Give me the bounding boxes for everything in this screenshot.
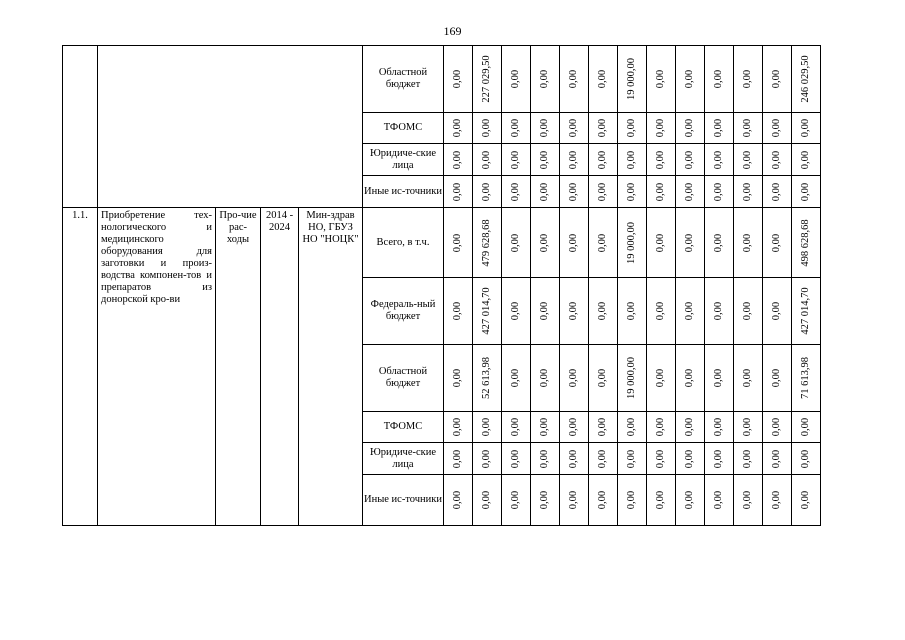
value-text: 0,00: [481, 182, 492, 201]
value-cell: [444, 208, 473, 278]
value-text: 0,00: [568, 233, 579, 252]
value-text: 0,00: [742, 368, 753, 388]
value-cell: [676, 345, 705, 412]
value-cell: [502, 412, 531, 443]
value-text: 0,00: [742, 417, 753, 437]
value-cell: [763, 412, 792, 443]
period-cell: 2014 - 2024: [261, 208, 299, 526]
value-text: 0,00: [626, 449, 637, 468]
value-cell: [618, 412, 647, 443]
value-text: 0,00: [713, 490, 724, 510]
source-cell: Областной бюджет: [363, 345, 444, 412]
value-text: 0,00: [684, 233, 695, 252]
value-cell: [502, 475, 531, 526]
value-cell: [705, 475, 734, 526]
value-text: 0,00: [655, 150, 666, 169]
value-text: 0,00: [481, 417, 492, 437]
value-text: 0,00: [742, 490, 753, 510]
value-text: 0,00: [655, 69, 666, 89]
value-cell: [531, 412, 560, 443]
value-cell: [560, 46, 589, 113]
value-text: 19 000,00: [626, 357, 637, 399]
value-cell: [763, 46, 792, 113]
value-text: 0,00: [539, 233, 550, 252]
value-cell: [647, 345, 676, 412]
value-cell: [473, 278, 502, 345]
value-cell: [734, 113, 763, 144]
source-cell: Федераль-ный бюджет: [363, 278, 444, 345]
table-row: [63, 46, 821, 113]
value-text: 498 628,68: [800, 218, 811, 267]
value-text: 0,00: [452, 490, 463, 510]
value-cell: [444, 278, 473, 345]
value-text: 19 000,00: [626, 221, 637, 264]
value-cell: [560, 176, 589, 208]
value-cell: [763, 475, 792, 526]
value-cell: [676, 475, 705, 526]
value-text: 0,00: [742, 233, 753, 252]
value-cell: [444, 475, 473, 526]
value-cell: [734, 208, 763, 278]
value-cell: [589, 278, 618, 345]
value-text: 0,00: [597, 449, 608, 468]
value-cell: [792, 46, 821, 113]
value-cell: [502, 113, 531, 144]
page-number: 169: [443, 24, 462, 38]
value-text: 0,00: [684, 490, 695, 510]
value-text: 0,00: [713, 150, 724, 169]
value-text: 0,00: [539, 69, 550, 89]
value-cell: [502, 176, 531, 208]
value-cell: [473, 443, 502, 475]
value-cell: [647, 176, 676, 208]
value-text: 0,00: [539, 118, 550, 138]
executor-cell: Мин-здрав НО, ГБУЗ НО "НОЦК": [299, 208, 363, 526]
value-cell: [618, 208, 647, 278]
value-text: 0,00: [510, 69, 521, 89]
value-text: 0,00: [452, 69, 463, 89]
value-text: 0,00: [713, 368, 724, 388]
value-cell: [705, 278, 734, 345]
value-text: 0,00: [568, 69, 579, 89]
value-cell: [618, 475, 647, 526]
num-cell-empty: [63, 46, 98, 208]
value-text: 0,00: [568, 301, 579, 321]
value-cell: [647, 144, 676, 176]
value-text: 0,00: [655, 368, 666, 388]
value-cell: [763, 176, 792, 208]
value-cell: [473, 412, 502, 443]
value-cell: [473, 176, 502, 208]
value-text: 0,00: [510, 233, 521, 252]
value-text: 0,00: [742, 150, 753, 169]
value-cell: [705, 176, 734, 208]
value-text: 0,00: [742, 118, 753, 138]
value-text: 0,00: [742, 301, 753, 321]
value-cell: [444, 46, 473, 113]
value-cell: [734, 412, 763, 443]
value-cell: [705, 46, 734, 113]
value-cell: [763, 208, 792, 278]
value-text: 0,00: [452, 118, 463, 138]
value-text: 0,00: [568, 490, 579, 510]
value-text: 0,00: [655, 449, 666, 468]
value-cell: [560, 278, 589, 345]
value-text: 0,00: [626, 150, 637, 169]
value-text: 0,00: [597, 150, 608, 169]
value-text: 0,00: [713, 301, 724, 321]
value-text: 0,00: [771, 233, 782, 252]
value-text: 0,00: [684, 118, 695, 138]
value-cell: [560, 475, 589, 526]
value-cell: [531, 278, 560, 345]
value-cell: [734, 475, 763, 526]
value-cell: [676, 412, 705, 443]
value-text: 0,00: [800, 118, 811, 138]
value-text: 0,00: [510, 449, 521, 468]
value-text: 0,00: [597, 118, 608, 138]
value-text: 479 628,68: [481, 218, 492, 267]
value-text: 0,00: [684, 301, 695, 321]
value-text: 0,00: [568, 150, 579, 169]
value-text: 0,00: [771, 150, 782, 169]
source-cell: ТФОМС: [363, 113, 444, 144]
value-text: 0,00: [655, 182, 666, 201]
value-cell: [531, 443, 560, 475]
value-cell: [444, 345, 473, 412]
value-cell: [473, 345, 502, 412]
value-cell: [502, 278, 531, 345]
value-text: 0,00: [481, 118, 492, 138]
value-cell: [502, 144, 531, 176]
value-text: 0,00: [510, 182, 521, 201]
value-text: 0,00: [771, 69, 782, 89]
value-text: 0,00: [568, 368, 579, 388]
value-text: 0,00: [626, 301, 637, 321]
value-text: 0,00: [800, 182, 811, 201]
value-text: 0,00: [568, 417, 579, 437]
value-cell: [560, 113, 589, 144]
value-text: 0,00: [539, 182, 550, 201]
value-cell: [705, 144, 734, 176]
value-cell: [734, 345, 763, 412]
source-cell: Юридиче-ские лица: [363, 443, 444, 475]
value-text: 0,00: [655, 490, 666, 510]
value-text: 0,00: [742, 449, 753, 468]
value-cell: [473, 144, 502, 176]
value-cell: [618, 278, 647, 345]
value-cell: [618, 144, 647, 176]
value-cell: [676, 113, 705, 144]
value-text: 0,00: [771, 301, 782, 321]
value-cell: [676, 46, 705, 113]
value-cell: [444, 113, 473, 144]
value-text: 0,00: [510, 301, 521, 321]
value-cell: [502, 345, 531, 412]
source-cell: Всего, в т.ч.: [363, 208, 444, 278]
value-text: 0,00: [597, 301, 608, 321]
item-number-cell: 1.1.: [63, 208, 98, 526]
value-text: 0,00: [597, 417, 608, 437]
value-text: 52 613,98: [481, 357, 492, 399]
value-text: 0,00: [684, 150, 695, 169]
value-cell: [618, 113, 647, 144]
value-cell: [502, 208, 531, 278]
value-text: 0,00: [452, 449, 463, 468]
value-cell: [763, 443, 792, 475]
value-cell: [589, 412, 618, 443]
value-text: 0,00: [597, 69, 608, 89]
value-cell: [647, 46, 676, 113]
value-text: 246 029,50: [800, 55, 811, 103]
value-cell: [647, 412, 676, 443]
value-text: 0,00: [800, 417, 811, 437]
value-cell: [473, 46, 502, 113]
value-text: 0,00: [481, 490, 492, 510]
value-cell: [618, 46, 647, 113]
value-cell: [560, 412, 589, 443]
value-cell: [589, 176, 618, 208]
expense-type-cell: Про-чие рас-ходы: [216, 208, 261, 526]
value-cell: [763, 113, 792, 144]
value-cell: [589, 113, 618, 144]
value-text: 0,00: [655, 301, 666, 321]
source-cell: Иные ис-точники: [363, 176, 444, 208]
value-cell: [647, 208, 676, 278]
value-text: 0,00: [539, 490, 550, 510]
value-text: 0,00: [713, 182, 724, 201]
value-cell: [473, 475, 502, 526]
value-text: 0,00: [597, 182, 608, 201]
value-cell: [589, 443, 618, 475]
source-cell: Областной бюджет: [363, 46, 444, 113]
value-cell: [734, 144, 763, 176]
value-cell: [676, 144, 705, 176]
value-text: 0,00: [481, 449, 492, 468]
value-text: 0,00: [539, 449, 550, 468]
value-cell: [473, 208, 502, 278]
value-text: 0,00: [539, 417, 550, 437]
value-text: 0,00: [742, 182, 753, 201]
value-text: 427 014,70: [481, 287, 492, 335]
value-text: 0,00: [452, 417, 463, 437]
value-text: 0,00: [626, 118, 637, 138]
value-text: 0,00: [800, 449, 811, 468]
value-cell: [792, 345, 821, 412]
value-cell: [473, 113, 502, 144]
source-cell: Юридиче-ские лица: [363, 144, 444, 176]
value-cell: [734, 176, 763, 208]
value-cell: [705, 208, 734, 278]
value-text: 0,00: [771, 118, 782, 138]
value-text: 0,00: [568, 449, 579, 468]
value-cell: [792, 278, 821, 345]
value-cell: [560, 208, 589, 278]
table-row: [63, 208, 821, 278]
value-cell: [502, 46, 531, 113]
value-cell: [444, 176, 473, 208]
value-cell: [531, 144, 560, 176]
value-text: 0,00: [713, 118, 724, 138]
value-text: 0,00: [452, 233, 463, 252]
value-cell: [589, 46, 618, 113]
value-text: 0,00: [684, 69, 695, 89]
value-cell: [763, 345, 792, 412]
value-text: 0,00: [713, 69, 724, 89]
value-text: 0,00: [655, 118, 666, 138]
value-cell: [763, 278, 792, 345]
value-text: 0,00: [742, 69, 753, 89]
value-cell: [531, 208, 560, 278]
value-cell: [734, 278, 763, 345]
value-cell: [734, 46, 763, 113]
value-text: 0,00: [626, 490, 637, 510]
value-text: 0,00: [800, 150, 811, 169]
value-cell: [502, 443, 531, 475]
value-text: 19 000,00: [626, 58, 637, 100]
value-cell: [531, 345, 560, 412]
value-cell: [444, 412, 473, 443]
value-text: 0,00: [510, 417, 521, 437]
source-cell: Иные ис-точники: [363, 475, 444, 526]
value-text: 0,00: [452, 182, 463, 201]
value-cell: [560, 443, 589, 475]
value-cell: [705, 412, 734, 443]
value-text: 0,00: [684, 368, 695, 388]
value-text: 0,00: [568, 182, 579, 201]
value-cell: [792, 113, 821, 144]
value-text: 0,00: [800, 490, 811, 510]
value-text: 0,00: [771, 182, 782, 201]
value-text: 0,00: [452, 150, 463, 169]
value-cell: [589, 144, 618, 176]
source-cell: ТФОМС: [363, 412, 444, 443]
value-text: 0,00: [713, 449, 724, 468]
value-cell: [676, 208, 705, 278]
value-cell: [792, 176, 821, 208]
value-cell: [618, 443, 647, 475]
value-cell: [647, 443, 676, 475]
value-cell: [531, 113, 560, 144]
value-cell: [792, 475, 821, 526]
value-cell: [705, 113, 734, 144]
value-cell: [676, 443, 705, 475]
value-text: 0,00: [481, 150, 492, 169]
info-cell-empty: [98, 46, 363, 208]
value-cell: [763, 144, 792, 176]
value-text: 227 029,50: [481, 55, 492, 103]
value-cell: [676, 278, 705, 345]
value-text: 0,00: [771, 417, 782, 437]
value-text: 0,00: [771, 449, 782, 468]
value-text: 0,00: [510, 118, 521, 138]
value-cell: [589, 208, 618, 278]
value-cell: [792, 443, 821, 475]
value-cell: [705, 443, 734, 475]
value-text: 0,00: [510, 368, 521, 388]
value-text: 0,00: [539, 301, 550, 321]
value-text: 0,00: [626, 417, 637, 437]
value-text: 0,00: [626, 182, 637, 201]
value-cell: [444, 443, 473, 475]
value-text: 0,00: [655, 417, 666, 437]
value-text: 0,00: [684, 182, 695, 201]
value-cell: [705, 345, 734, 412]
value-text: 0,00: [597, 233, 608, 252]
value-cell: [618, 176, 647, 208]
value-text: 0,00: [771, 490, 782, 510]
value-text: 427 014,70: [800, 287, 811, 335]
value-text: 0,00: [713, 417, 724, 437]
value-text: 0,00: [510, 490, 521, 510]
value-cell: [618, 345, 647, 412]
value-cell: [647, 113, 676, 144]
table-body: [63, 46, 821, 526]
value-cell: [792, 144, 821, 176]
value-text: 0,00: [684, 417, 695, 437]
item-name-cell: Приобретение тех-нологического и медицинского оборудования для заготовки и произ-водства компонен-тов и препаратов из донорской кро-ви: [98, 208, 216, 526]
value-text: 0,00: [568, 118, 579, 138]
value-cell: [531, 176, 560, 208]
value-cell: [647, 278, 676, 345]
value-cell: [676, 176, 705, 208]
value-text: 0,00: [510, 150, 521, 169]
value-text: 0,00: [539, 368, 550, 388]
value-cell: [531, 475, 560, 526]
value-cell: [560, 345, 589, 412]
value-cell: [531, 46, 560, 113]
value-cell: [792, 208, 821, 278]
value-cell: [589, 475, 618, 526]
value-text: 0,00: [539, 150, 550, 169]
value-cell: [734, 443, 763, 475]
value-text: 0,00: [684, 449, 695, 468]
value-cell: [792, 412, 821, 443]
value-text: 71 613,98: [800, 357, 811, 399]
value-cell: [560, 144, 589, 176]
value-cell: [444, 144, 473, 176]
value-text: 0,00: [771, 368, 782, 388]
value-cell: [647, 475, 676, 526]
value-text: 0,00: [452, 301, 463, 321]
value-text: 0,00: [597, 490, 608, 510]
value-text: 0,00: [452, 368, 463, 388]
budget-table: [62, 45, 821, 526]
value-text: 0,00: [597, 368, 608, 388]
value-text: 0,00: [655, 233, 666, 252]
value-text: 0,00: [713, 233, 724, 252]
value-cell: [589, 345, 618, 412]
